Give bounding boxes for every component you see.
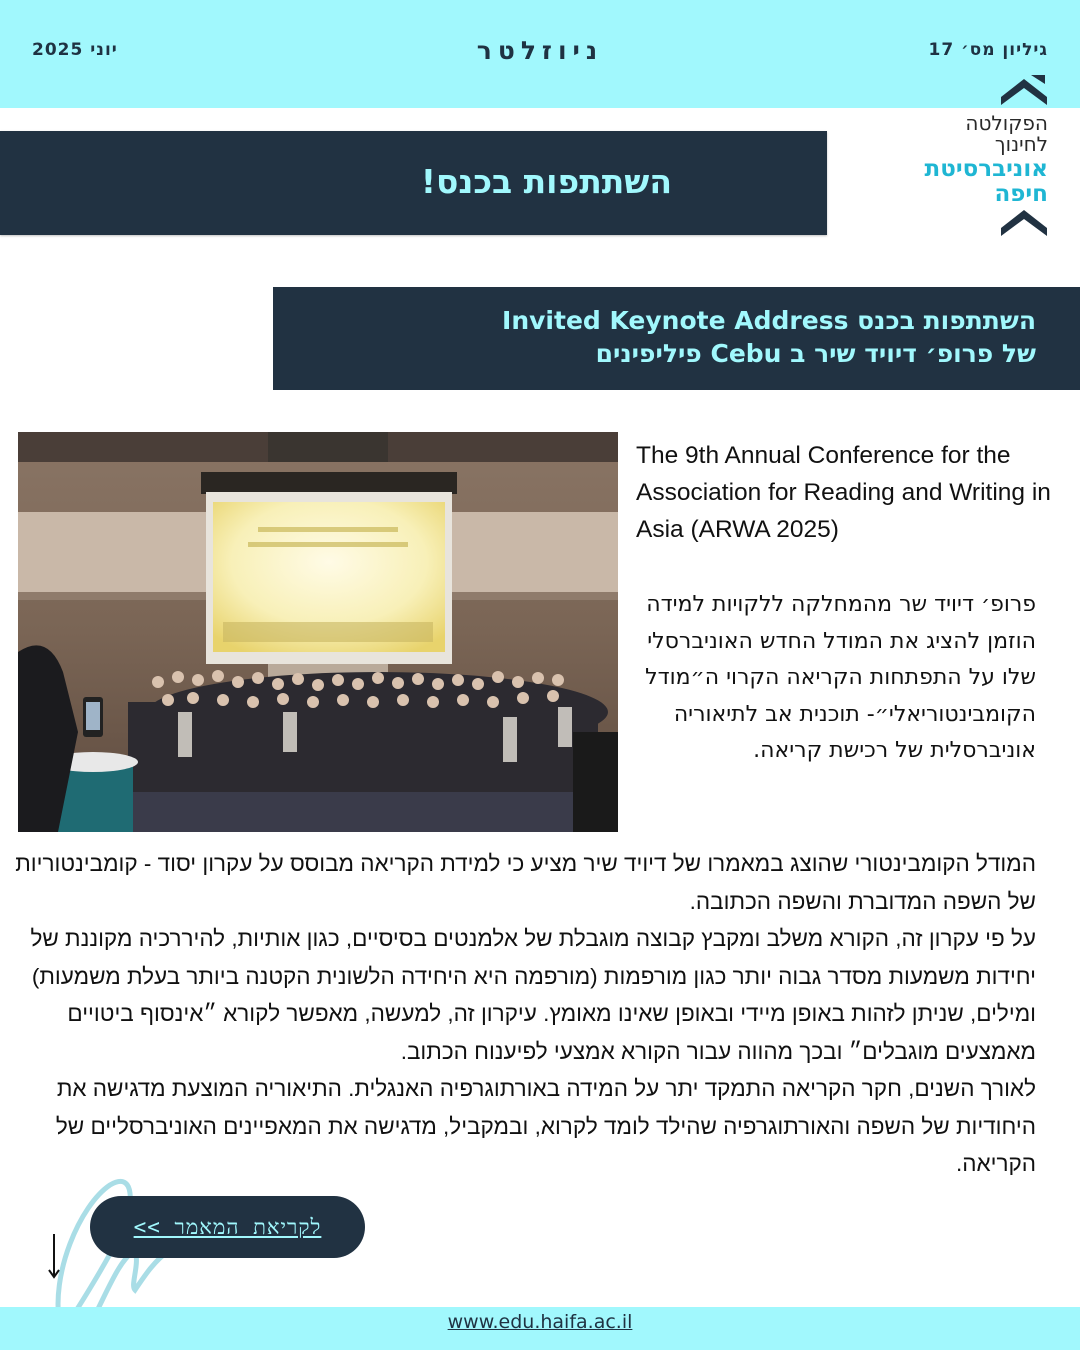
article-body [6, 845, 1036, 1183]
article-paragraph: על פי עקרון זה, הקורא משלב ומקבץ קבוצה מוגבלת של אלמנטים בסיסיים, כגון אותיות, להיררכיה מקוננת של יחידות משמעות מסדר גבוה יותר כגון מורפמות (מורפמה היא היחידה הלשונית הקטנה ביותר בעלת משמעות) ומילים, שניתן לזהות באופן מיידי ובאופן שאינו מאומץ. עיקרון זה, למעשה, מאפשר לקורא ״אינסוף ביטויים מאמצעים מוגבלים״ ובכך מהווה עבור הקורא אמצעי לפיענוח הכתוב. [30, 926, 1036, 1064]
read-article-button[interactable] [90, 1196, 365, 1258]
issue-date: יוני 2025 [32, 40, 118, 60]
footer [0, 1311, 1080, 1333]
article-headline-line2: של פרופ׳ דיויד שיר ב Cebu פיליפינים [595, 339, 1036, 368]
logo-faculty-line2: לחינוך [994, 132, 1048, 156]
website-link[interactable]: www.edu.haifa.ac.il [447, 1311, 633, 1333]
chevron-up-icon [1001, 75, 1047, 105]
article-intro: פרופ׳ דיויד שר מהמחלקה ללקויות למידה הוזמן להציג את המודל החדש האוניברסלי שלו על התפתחות הקריאה הקרוי ה״מודל הקומבינטוריאלי״- תוכנית אב לתיאוריה אוניברסלית של רכישת קריאה. [645, 592, 1036, 763]
article-paragraph: המודל הקומבינטורי שהוצג במאמרו של דיויד שיר מציע כי למידת הקריאה מבוסס על עקרון יסוד - קומבינטוריות של השפה המדוברת והשפה הכתובה. [15, 851, 1036, 914]
article-headline [502, 304, 1036, 370]
section-banner [0, 131, 827, 235]
section-title: השתתפות בכנס! [420, 162, 672, 201]
logo-faculty-line1: הפקולטה [965, 111, 1048, 135]
newsletter-title: ניוזלטר [476, 36, 604, 65]
conference-group-photo [18, 432, 618, 832]
chevron-up-icon [1001, 208, 1047, 238]
arrow-down-icon [44, 1232, 64, 1280]
faculty-logo [925, 113, 1048, 207]
article-banner [273, 287, 1080, 390]
issue-number: גיליון מס׳ 17 [928, 40, 1048, 60]
logo-university-line1: אוניברסיטת [924, 156, 1048, 182]
logo-university-line2: חיפה [994, 181, 1048, 207]
conference-title: The 9th Annual Conference for the Association for Reading and Writing in Asia (ARWA 2025) [636, 442, 1051, 543]
article-headline-line1: השתתפות בכנס Invited Keynote Address [502, 306, 1036, 335]
article-paragraph: לאורך השנים, חקר הקריאה התמקד יתר על המידה באורתוגרפיה האנגלית. התיאוריה המוצעת מדגישה את היחודיות של השפה והאורתוגרפיה שהילד לומד לקרוא, ובמקביל, מדגישה את המאפיינים האוניברסליים של הקריאה. [55, 1076, 1036, 1176]
read-article-label: לקריאת המאמר >> [133, 1214, 322, 1239]
